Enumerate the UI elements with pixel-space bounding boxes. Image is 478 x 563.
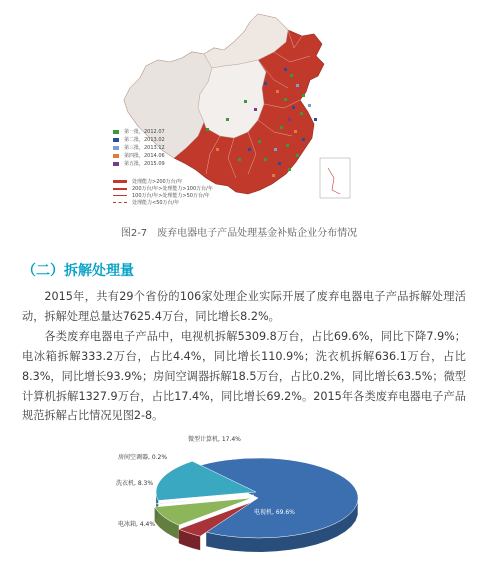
legend-label: 100万台/年>处理能力>50万台/年 <box>132 193 210 199</box>
pie-label-tv: 电视机, 69.6% <box>254 509 295 516</box>
body-text <box>22 287 466 426</box>
legend-line <box>113 202 127 203</box>
legend-phase-1 <box>113 128 165 135</box>
paragraph: 2015年，共有29个省份的106家处理企业实际开展了废弃电器电子产品拆解处理活动，拆解处理总量达7625.4万台，同比增长8.2%。 <box>22 290 466 323</box>
legend-phase-5 <box>113 160 165 167</box>
figure-caption: 图2-7 废弃电器电子产品处理基金补贴企业分布情况 <box>120 228 358 239</box>
pie-label-washer: 洗衣机, 8.3% <box>116 480 154 487</box>
legend-swatch <box>113 162 119 166</box>
legend-swatch <box>113 146 119 150</box>
legend-capacity-1 <box>113 178 182 185</box>
legend-capacity-3 <box>113 192 210 199</box>
legend-capacity-2 <box>113 185 213 192</box>
legend-label: 第一批，2012.07 <box>124 129 165 135</box>
legend-capacity-4 <box>113 199 179 206</box>
legend-label: 处理能力>200万台/年 <box>132 179 183 185</box>
legend-label: 第三批，2013.12 <box>124 145 165 151</box>
section-title: （二）拆解处理量 <box>22 263 134 279</box>
legend-line <box>113 188 127 190</box>
legend-label: 第四批，2014.06 <box>124 153 165 159</box>
legend-swatch <box>113 130 119 134</box>
south-china-sea-inset <box>320 158 350 198</box>
legend-phase-3 <box>113 144 165 151</box>
pie-label-pc: 微型计算机, 17.4% <box>188 436 241 443</box>
legend-label: 第二批，2013.02 <box>124 137 165 143</box>
legend-line <box>113 195 127 196</box>
legend-label: 处理能力<50万台/年 <box>132 200 180 206</box>
legend-label: 200万台/年>处理能力>100万台/年 <box>132 186 213 192</box>
legend-phase-2 <box>113 136 165 143</box>
paragraph: 各类废弃电器电子产品中，电视机拆解5309.8万台，占比69.6%，同比下降7.9%；电冰箱拆解333.2万台，占比4.4%，同比增长110.9%；洗衣机拆解636.1万台，占比8.3%，同比增长93.9%；房间空调器拆解18.5万台，占比0.2%，同比增长63.5%；微型计算机拆解1327.9万台，占比17.4%，同比增长69.2%。2015年各类废弃电器电子产品规范拆解占比情况见图2-8。 <box>22 329 466 423</box>
pie-label-ac: 房间空调器, 0.2% <box>118 454 168 461</box>
legend-label: 第五批，2015.09 <box>124 161 165 167</box>
legend-phase-4 <box>113 152 165 159</box>
pie-chart <box>108 436 368 558</box>
pie-label-fridge: 电冰箱, 4.4% <box>118 521 156 528</box>
legend-swatch <box>113 154 119 158</box>
legend-line <box>113 180 127 183</box>
legend-swatch <box>113 138 119 142</box>
